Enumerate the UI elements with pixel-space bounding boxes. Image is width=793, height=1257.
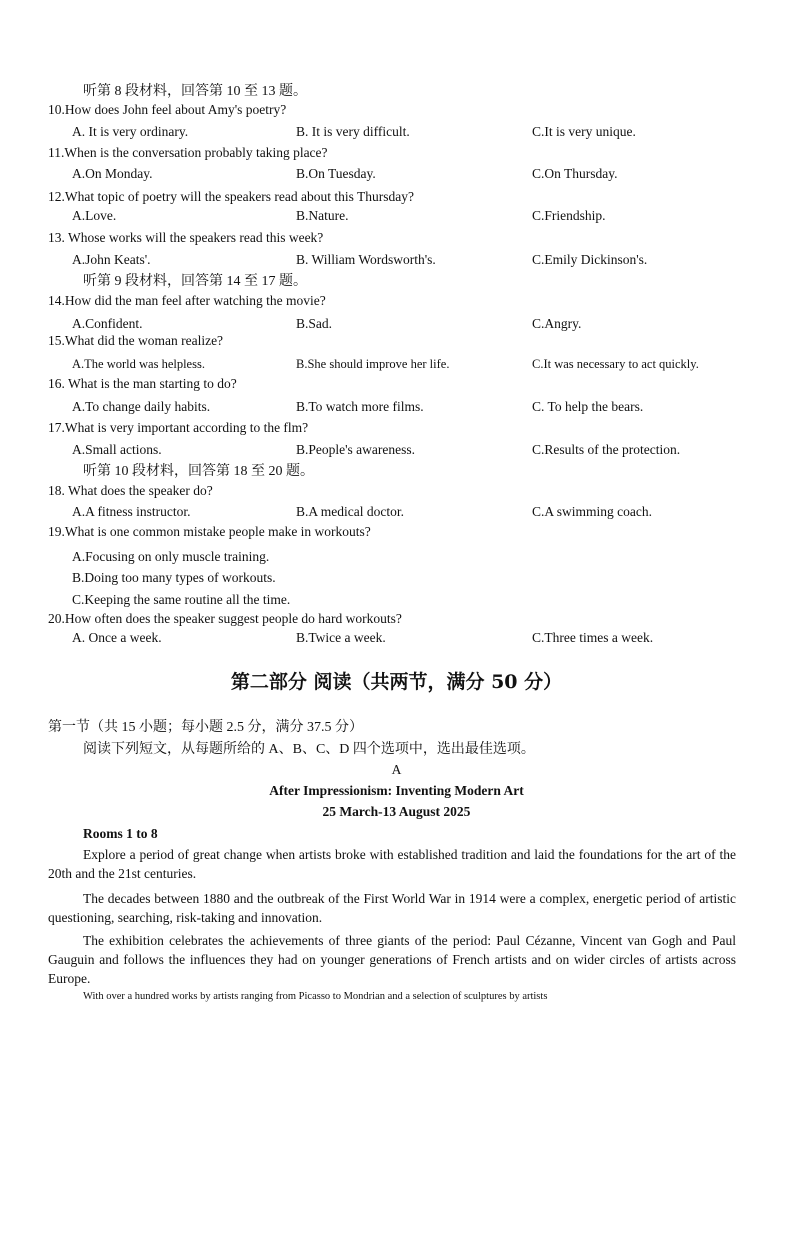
q18-option-b: B.A medical doctor. [296,504,404,519]
q11-option-c: C.On Thursday. [532,166,618,181]
question-10: 10.How does John feel about Amy's poetry? [48,102,287,117]
q16-option-b: B.To watch more films. [296,399,424,414]
q11-option-a: A.On Monday. [72,166,153,181]
q17-option-b: B.People's awareness. [296,442,416,457]
q18-option-c: C.A swimming coach. [532,504,652,519]
question-14: 14.How did the man feel after watching the movie? [48,293,326,308]
question-15: 15.What did the woman realize? [48,333,224,348]
q10-option-b: B. It is very difficult. [296,124,410,139]
passage-title: After Impressionism: Inventing Modern Art [269,783,524,798]
q14-option-b: B.Sad. [296,316,333,331]
q15-option-b: B.She should improve her life. [296,357,450,371]
q19-option-a: A.Focusing on only muscle training. [72,549,270,564]
q13-option-b: B. William Wordsworth's. [296,252,436,267]
q13-option-c: C.Emily Dickinson's. [532,252,648,267]
question-18: 18. What does the speaker do? [48,483,213,498]
paragraph-2: The decades between 1880 and the outbreak of the First World War in 1914 were a complex, energetic period of artistic questioning, searching, risk-taking and innovation. [48,891,736,925]
q18-option-a: A.A fitness instructor. [72,504,191,519]
question-16: 16. What is the man starting to do? [48,376,237,391]
reading-instruction: 阅读下列短文，从每题所给的 A、B、C、D 四个选项中，选出最佳选项。 [83,742,535,757]
passage-letter: A [391,762,402,777]
section-one-heading: 第一节（共 15 小题；每小题 2.5 分，满分 37.5 分） [48,720,363,735]
question-17: 17.What is very important according to the flm? [48,420,309,435]
q13-option-a: A.John Keats'. [72,252,151,267]
listening-section-8-heading: 听第 8 段材料，回答第 10 至 13 题。 [83,84,307,99]
q15-option-c: C.It was necessary to act quickly. [532,357,699,371]
paragraph-1: Explore a period of great change when artists broke with established tradition and laid the foundations for the art of the 20th and the 21st centuries. [48,847,736,881]
q19-option-b: B.Doing too many types of workouts. [72,570,276,585]
q12-option-a: A.Love. [72,208,117,223]
q17-option-a: A.Small actions. [72,442,162,457]
q16-option-a: A.To change daily habits. [72,399,211,414]
q12-option-c: C.Friendship. [532,208,606,223]
question-12: 12.What topic of poetry will the speakers read about this Thursday? [48,189,415,204]
question-20: 20.How often does the speaker suggest people do hard workouts? [48,611,402,626]
q16-option-c: C. To help the bears. [532,399,644,414]
paragraph-3: The exhibition celebrates the achievements of three giants of the period: Paul Cézanne, Vincent van Gogh and Paul Gauguin and follows the influences they had on younger generations of French artists and on wider circles of artists across Europe. [48,933,736,986]
q19-option-c: C.Keeping the same routine all the time. [72,592,291,607]
exhibition-dates: 25 March-13 August 2025 [322,804,471,819]
q10-option-a: A. It is very ordinary. [72,124,189,139]
q14-option-c: C.Angry. [532,316,582,331]
question-19: 19.What is one common mistake people make in workouts? [48,524,371,539]
q14-option-a: A.Confident. [72,316,143,331]
rooms-heading: Rooms 1 to 8 [83,826,158,841]
question-13: 13. Whose works will the speakers read this week? [48,230,324,245]
q20-option-c: C.Three times a week. [532,630,654,645]
q10-option-c: C.It is very unique. [532,124,636,139]
q11-option-b: B.On Tuesday. [296,166,376,181]
listening-section-10-heading: 听第 10 段材料，回答第 18 至 20 题。 [83,464,314,479]
q17-option-c: C.Results of the protection. [532,442,681,457]
paragraph-4: With over a hundred works by artists ranging from Picasso to Mondrian and a selection of sculptures by artists [83,991,548,1002]
q12-option-b: B.Nature. [296,208,349,223]
question-11: 11.When is the conversation probably taking place? [48,145,328,160]
q20-option-a: A. Once a week. [72,630,162,645]
q20-option-b: B.Twice a week. [296,630,386,645]
q15-option-a: A.The world was helpless. [72,357,205,371]
part-two-title: 第二部分 阅读（共两节，满分 50 分） [230,671,563,693]
listening-section-9-heading: 听第 9 段材料，回答第 14 至 17 题。 [83,274,307,289]
